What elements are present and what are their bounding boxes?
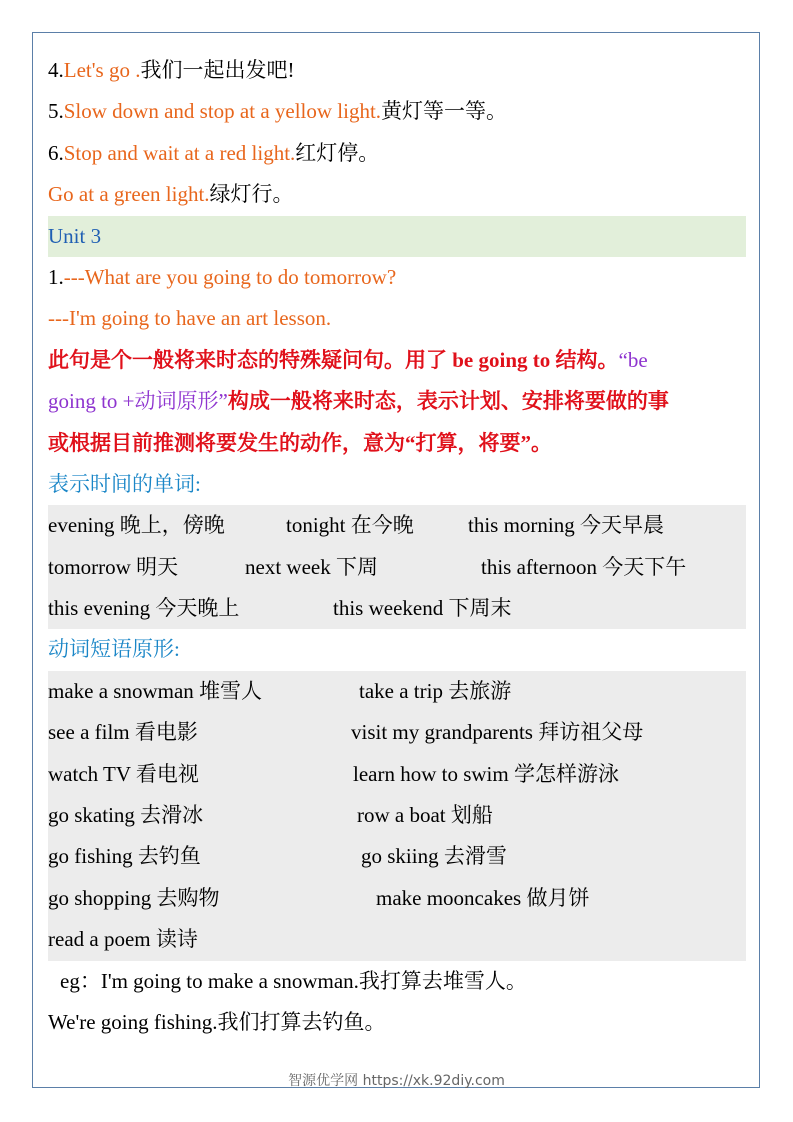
verb-phrases-box [48,671,746,961]
vocab-item: go skiing 去滑雪 [361,844,507,869]
verb-phrase-row [48,919,746,960]
page-content [48,50,746,1043]
vocab-item: take a trip 去旅游 [359,678,512,703]
vocab-item: read a poem 读诗 [48,927,198,952]
sentence-6 [48,133,746,174]
time-words-row [48,547,746,588]
dialog-question [48,257,746,298]
explanation-line-3: 或根据目前推测将要发生的动作，意为“打算，将要”。 [48,430,552,455]
verb-phrase-row [48,795,746,836]
time-words-heading: 表示时间的单词: [48,471,201,496]
explanation-text: 构成一般将来时态，表示计划、安排将要做的事 [227,389,669,414]
verb-phrase-row [48,712,746,753]
vocab-item: make a snowman 堆雪人 [48,678,263,703]
explanation-formula: going to +动词原形” [48,389,228,414]
example-1: eg：I'm going to make a snowman.我打算去堆雪人。 [60,968,527,993]
time-words-row [48,588,746,629]
vocab-item: this evening 今天晚上 [48,596,240,621]
explanation-formula: “be [618,347,648,372]
verb-phrase-row [48,671,746,712]
unit-heading: Unit 3 [48,216,746,257]
vocab-item: next week 下周 [245,554,378,579]
sentence-number: 6. [48,140,64,165]
vocab-item: evening 晚上，傍晚 [48,513,225,538]
sentence-english: Slow down and stop at a yellow light. [63,99,382,124]
vocab-item: tomorrow 明天 [48,554,179,579]
explanation-line-1 [48,340,746,381]
vocab-item: this morning 今天早晨 [468,513,665,538]
dialog-number: 1. [48,264,64,289]
sentence-number: 4. [48,58,64,82]
vocab-item: see a film 看电影 [48,720,198,745]
vocab-item: go fishing 去钓鱼 [48,844,201,869]
time-words-box [48,505,746,629]
sentence-chinese: 红灯停。 [295,140,380,165]
sentence-chinese: 黄灯等一等。 [381,99,508,124]
time-words-row [48,505,746,546]
verb-phrase-row [48,836,746,877]
question-text: ---What are you going to do tomorrow? [63,264,397,289]
explanation-text: 此句是个一般将来时态的特殊疑问句。用了 be going to 结构。 [48,347,619,372]
sentence-5 [48,91,746,132]
explanation-line-2 [48,381,746,422]
sentence-english: Stop and wait at a red light. [63,140,296,165]
vocab-item: watch TV 看电视 [48,761,199,786]
vocab-item: go skating 去滑冰 [48,803,204,828]
vocab-item: go shopping 去购物 [48,885,220,910]
vocab-item: this weekend 下周末 [333,596,512,621]
vocab-item: learn how to swim 学怎样游泳 [353,761,619,786]
vocab-item: row a boat 划船 [357,803,493,828]
example-2: We're going fishing.我们打算去钓鱼。 [48,1009,386,1034]
verb-phrases-heading: 动词短语原形: [48,637,180,662]
dialog-answer: ---I'm going to have an art lesson. [48,306,332,331]
vocab-item: make mooncakes 做月饼 [376,885,590,910]
sentence-4 [48,50,746,91]
verb-phrase-row [48,754,746,795]
sentence-6b [48,174,746,215]
sentence-english: Go at a green light. [48,182,210,207]
sentence-chinese: 绿灯行。 [209,182,294,207]
sentence-number: 5. [48,99,64,124]
footer-watermark: 智源优学网 https://xk.92diy.com [288,1073,505,1089]
verb-phrase-row [48,878,746,919]
sentence-english: Let's go . [63,58,141,82]
sentence-chinese: 我们一起出发吧! [140,58,295,82]
vocab-item: visit my grandparents 拜访祖父母 [351,720,644,745]
vocab-item: tonight 在今晚 [286,513,414,538]
vocab-item: this afternoon 今天下午 [481,554,687,579]
